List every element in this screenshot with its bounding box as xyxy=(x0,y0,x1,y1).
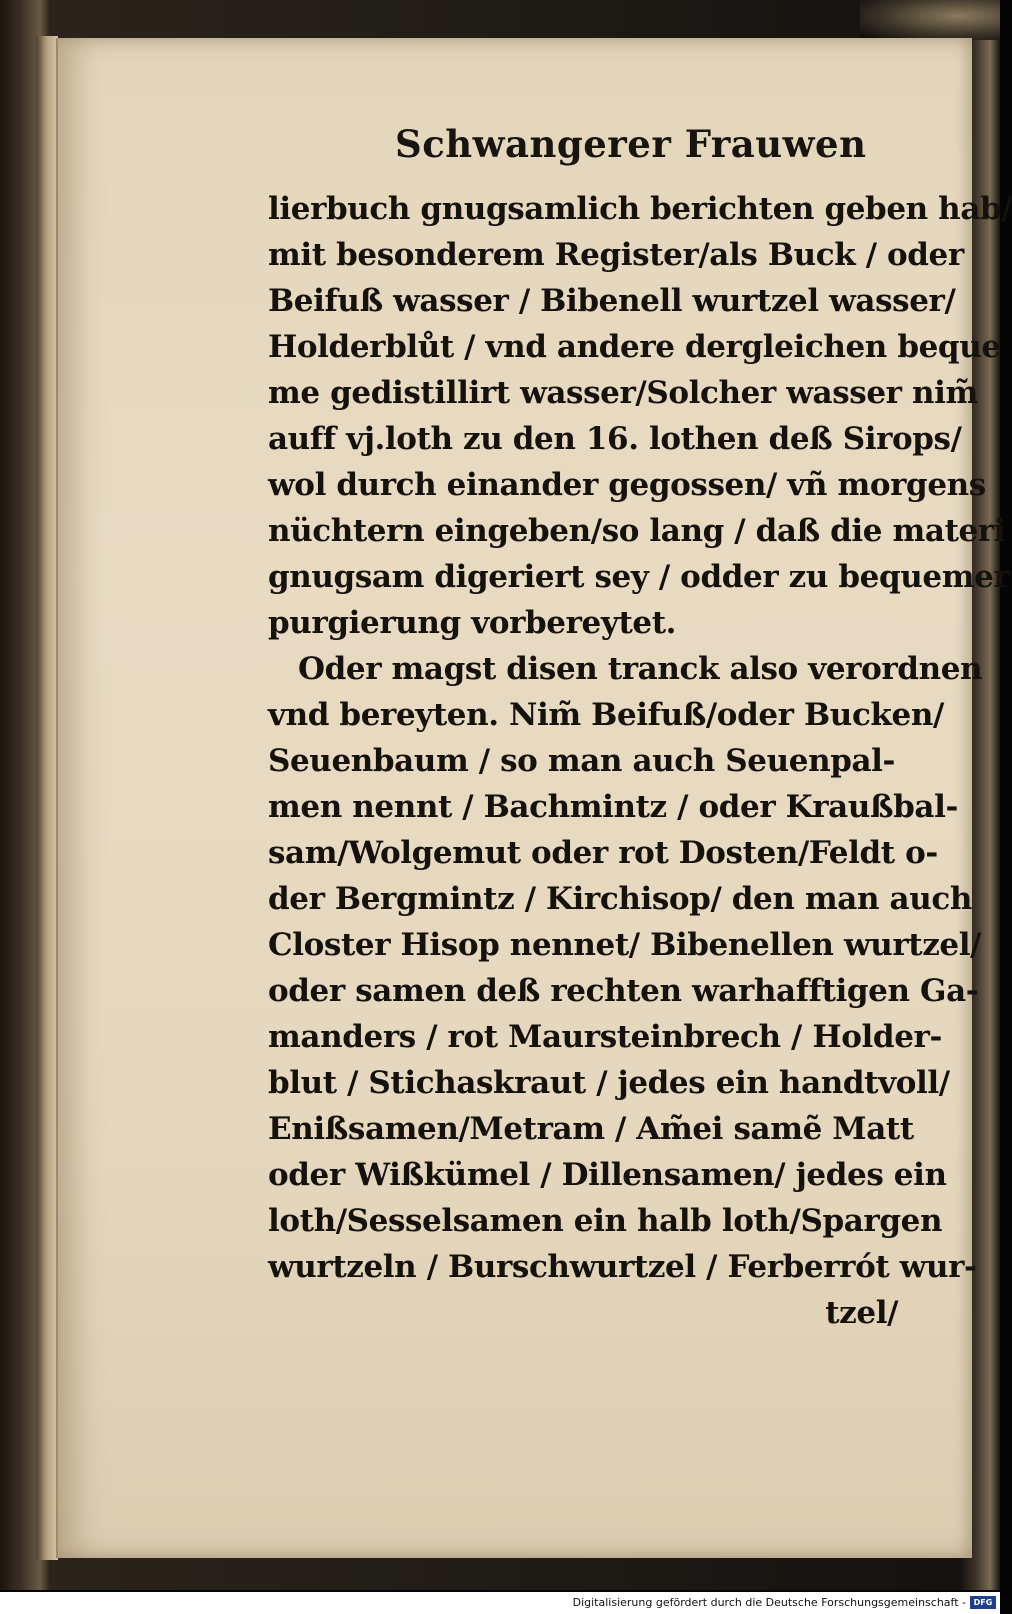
text-line: loth/Sesselsamen ein halb loth/Spargen xyxy=(268,1203,943,1239)
text-line: vnd bereyten. Nim̃ Beifuß/oder Bucken/ xyxy=(268,697,944,733)
dfg-logo: DFG xyxy=(970,1596,996,1609)
text-line: oder Wißkümel / Dillensamen/ jedes ein xyxy=(268,1157,947,1193)
text-line: auff vj.loth zu den 16. lothen deß Sirops/ xyxy=(268,421,962,457)
text-line: der Bergmintz / Kirchisop/ den man auch xyxy=(268,881,972,917)
text-line: Oder magst disen tranck also verordnen xyxy=(298,651,983,687)
text-line: sam/Wolgemut oder rot Dosten/Feldt o- xyxy=(268,835,938,871)
text-line: mit besonderem Register/als Buck / oder xyxy=(268,237,964,273)
funding-notice: Digitalisierung gefördert durch die Deutsche Forschungsgemeinschaft - xyxy=(572,1596,966,1609)
text-line: lierbuch gnugsamlich berichten geben hab/ xyxy=(268,191,1012,227)
text-line: me gedistillirt wasser/Solcher wasser nim̃ xyxy=(268,375,978,411)
text-line: Closter Hisop nennet/ Bibenellen wurtzel/ xyxy=(268,927,982,963)
text-line: wurtzeln / Burschwurtzel / Ferberrót wur- xyxy=(268,1249,977,1285)
text-line: blut / Stichaskraut / jedes ein handtvoll/ xyxy=(268,1065,950,1101)
catchword: tzel/ xyxy=(825,1295,898,1331)
text-line: Holderblůt / vnd andere dergleichen beque xyxy=(268,329,1001,365)
text-line: men nennt / Bachmintz / oder Kraußbal- xyxy=(268,789,958,825)
text-line: Beifuß wasser / Bibenell wurtzel wasser/ xyxy=(268,283,956,319)
text-line: manders / rot Maursteinbrech / Holder- xyxy=(268,1019,942,1055)
text-line: nüchtern eingeben/so lang / daß die materi xyxy=(268,513,1006,549)
text-line: oder samen deß rechten warhafftigen Ga- xyxy=(268,973,979,1009)
book-spine-corner xyxy=(860,0,1000,40)
text-line: purgierung vorbereytet. xyxy=(268,605,677,641)
page-edge xyxy=(36,36,58,1560)
text-line: wol durch einander gegossen/ vñ morgens xyxy=(268,467,986,503)
text-line: gnugsam digeriert sey / odder zu bequemer xyxy=(268,559,1010,595)
running-head: Schwangerer Frauwen xyxy=(395,122,867,166)
page-text xyxy=(268,186,1012,1336)
text-line: Enißsamen/Metram / Am̃ei samẽ Matt xyxy=(268,1111,914,1147)
text-line: Seuenbaum / so man auch Seuenpal- xyxy=(268,743,896,779)
